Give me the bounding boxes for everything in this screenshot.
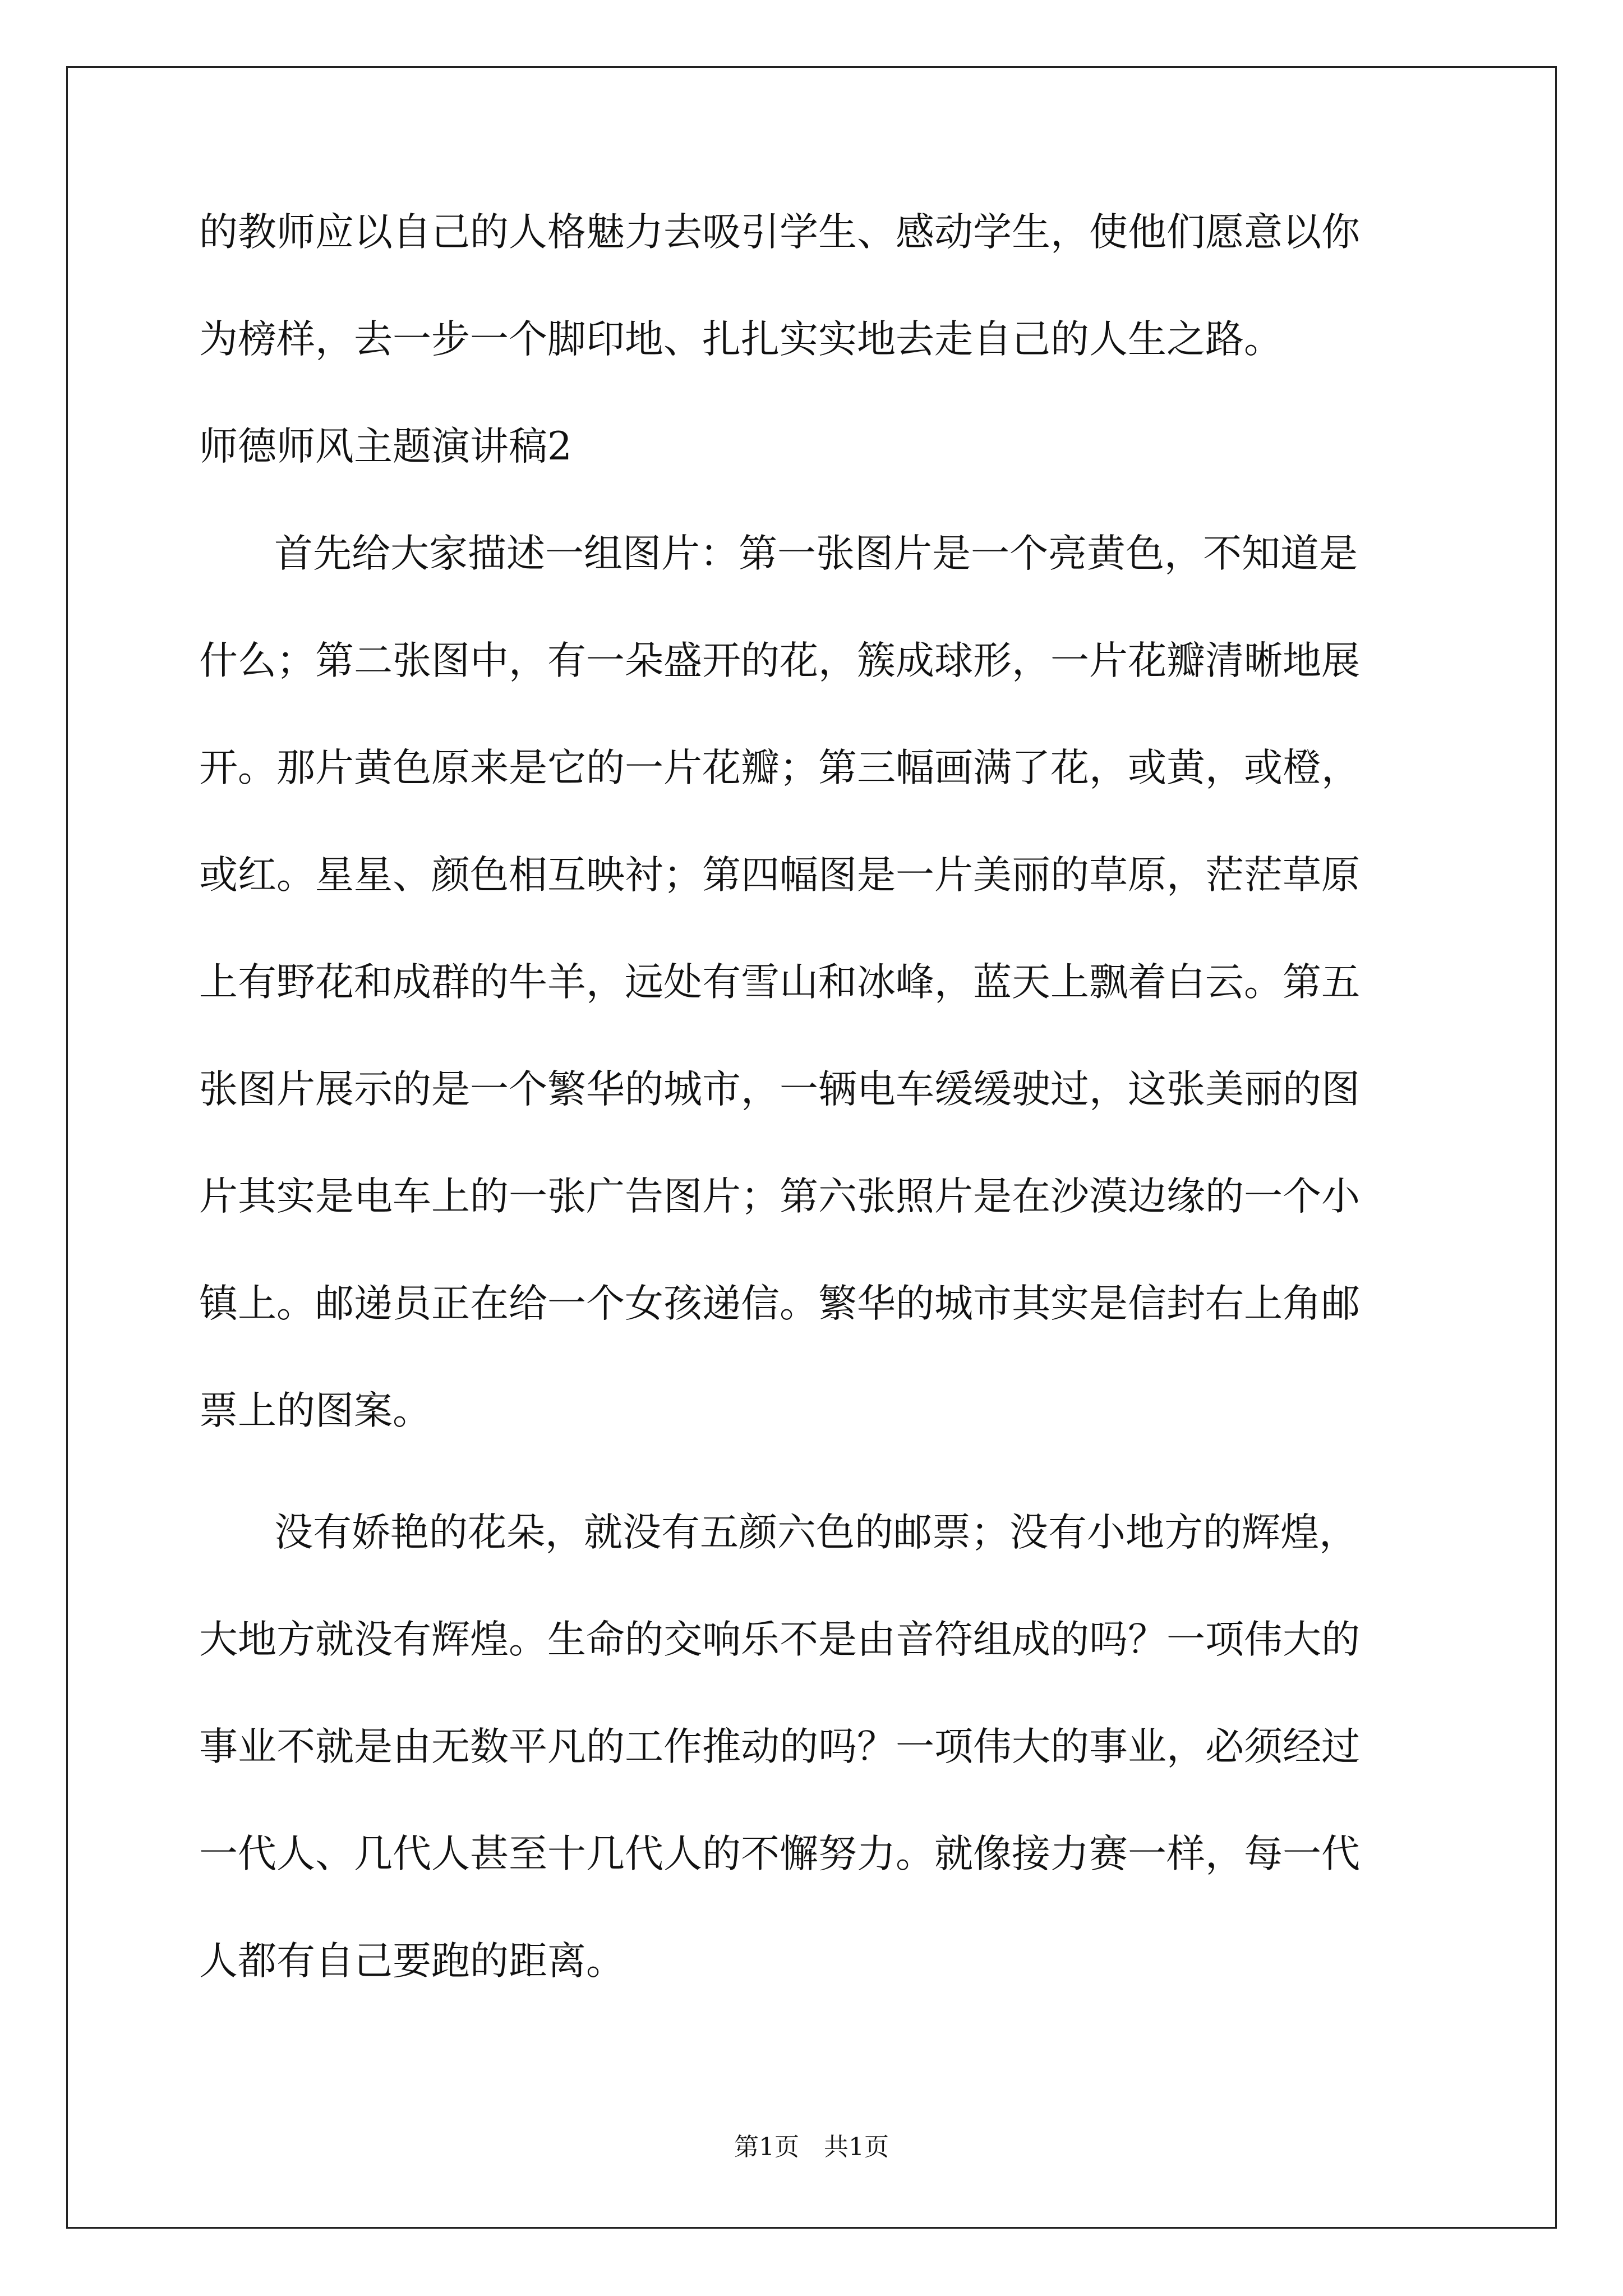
body-line: 一代人、几代人甚至十几代人的不懈努力。就像接力赛一样，每一代 (199, 1832, 1360, 1876)
body-line: 开。那片黄色原来是它的一片花瓣；第三幅画满了花，或黄，或橙， (199, 746, 1360, 790)
body-line: 事业不就是由无数平凡的工作推动的吗？一项伟大的事业，必须经过 (199, 1724, 1360, 1769)
body-line: 人都有自己要跑的距离。 (199, 1939, 625, 1984)
body-line: 张图片展示的是一个繁华的城市，一辆电车缓缓驶过，这张美丽的图 (199, 1067, 1360, 1112)
body-line: 大地方就没有辉煌。生命的交响乐不是由音符组成的吗？一项伟大的 (199, 1617, 1360, 1662)
body-line: 上有野花和成群的牛羊，远处有雪山和冰峰，蓝天上飘着白云。第五 (199, 960, 1360, 1005)
body-line: 或红。星星、颜色相互映衬；第四幅图是一片美丽的草原，茫茫草原 (199, 853, 1360, 898)
body-line: 的教师应以自己的人格魅力去吸引学生、感动学生，使他们愿意以你 (199, 210, 1360, 255)
body-line: 镇上。邮递员正在给一个女孩递信。繁华的城市其实是信封右上角邮 (199, 1281, 1360, 1326)
body-line: 首先给大家描述一组图片：第一张图片是一个亮黄色，不知道是 (274, 531, 1358, 576)
document-body (199, 210, 1433, 1984)
body-line: 票上的图案。 (199, 1388, 431, 1433)
body-line: 片其实是电车上的一张广告图片；第六张照片是在沙漠边缘的一个小 (199, 1174, 1360, 1219)
section-heading: 师德师风主题演讲稿2 (199, 424, 572, 469)
body-line: 为榜样，去一步一个脚印地、扎扎实实地去走自己的人生之路。 (199, 317, 1283, 362)
body-line: 什么；第二张图中，有一朵盛开的花，簇成球形，一片花瓣清晰地展 (199, 638, 1360, 683)
body-line: 没有娇艳的花朵，就没有五颜六色的邮票；没有小地方的辉煌， (274, 1510, 1358, 1555)
page-footer: 第1页 共1页 (734, 2133, 889, 2161)
